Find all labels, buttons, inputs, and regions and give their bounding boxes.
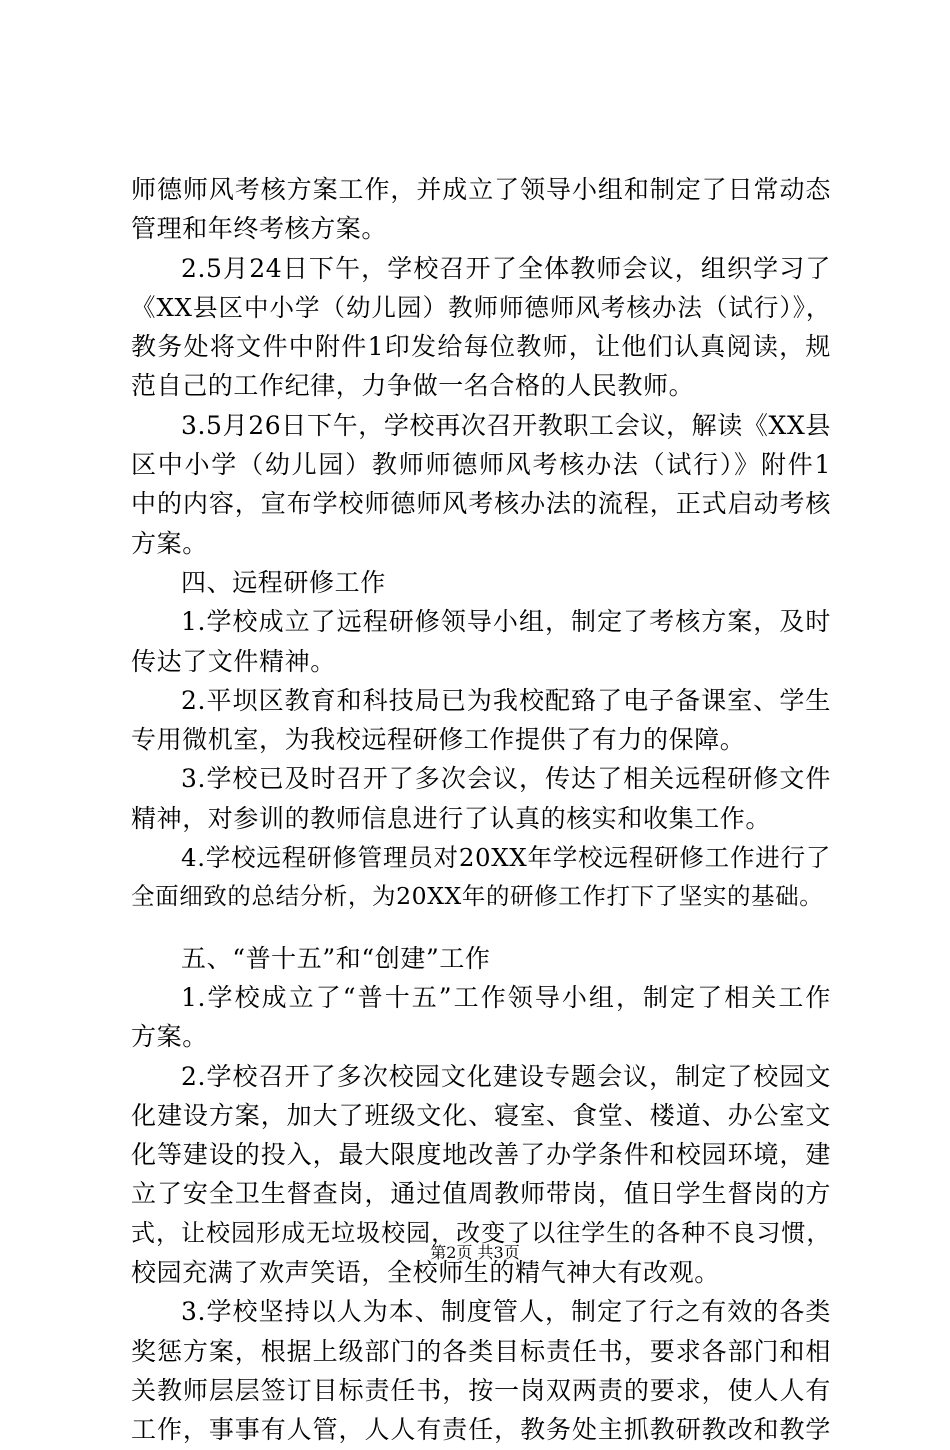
text-line: 中的内容，宣布学校师德师风考核办法的流程，正式启动考核 [131,489,831,519]
text-line: 式，让校园形成无垃圾校园，改变了以往学生的各种不良习惯， [131,1218,831,1247]
text-line: 全面细致的总结分析，为20XX年的研修工作打下了坚实的基础。 [131,882,824,911]
text-line: 3.学校坚持以人为本、制度管人，制定了行之有效的各类 [181,1297,831,1327]
text-line: 师德师风考核方案工作，并成立了领导小组和制定了日常动态 [131,175,831,204]
text-line: 《XX县区中小学（幼儿园）教师师德师风考核办法（试行）》， [131,292,831,322]
text-line: 区中小学（幼儿园）教师师德师风考核办法（试行）》附件1 [131,450,831,480]
paragraph-gap [131,917,831,939]
text-line: 奖惩方案，根据上级部门的各类目标责任书，要求各部门和相 [131,1336,831,1366]
text-line: 专用微机室，为我校远程研修工作提供了有力的保障。 [131,725,746,755]
text-line: 管理和年终考核方案。 [131,214,388,244]
page-number-footer: 第2页 共3页 [430,1243,520,1262]
section-heading: 五、“普十五”和“创建”工作 [181,943,491,973]
text-line: 化等建设的投入，最大限度地改善了办学条件和校园环境，建 [131,1140,831,1170]
text-line: 4.学校远程研修管理员对20XX年学校远程研修工作进行了 [181,843,831,873]
text-line: 2.平坝区教育和科技局已为我校配臵了电子备课室、学生 [181,685,831,715]
text-line: 方案。 [131,528,208,558]
text-line: 校园充满了欢声笑语，全校师生的精气神大有改观。 [131,1258,720,1288]
text-line: 范自己的工作纪律，力争做一名合格的人民教师。 [131,371,695,401]
text-line: 化建设方案，加大了班级文化、寝室、食堂、楼道、办公室文 [131,1100,831,1130]
text-line: 工作，事事有人管，人人有责任，教务处主抓教研教改和教学 [131,1415,831,1445]
text-line: 3.学校已及时召开了多次会议，传达了相关远程研修文件 [181,764,831,794]
text-line: 传达了文件精神。 [131,646,336,676]
text-line: 1.学校成立了“普十五”工作领导小组，制定了相关工作 [181,982,831,1012]
text-line: 教务处将文件中附件1印发给每位教师，让他们认真阅读，规 [131,332,831,362]
text-line: 2.5月24日下午，学校召开了全体教师会议，组织学习了 [181,253,831,283]
text-line: 方案。 [131,1022,208,1052]
text-line: 关教师层层签订目标责任书，按一岗双两责的要求，使人人有 [131,1375,831,1405]
section-heading: 四、远程研修工作 [181,567,386,597]
text-line: 立了安全卫生督查岗，通过值周教师带岗，值日学生督岗的方 [131,1179,831,1209]
text-line: 精神，对参训的教师信息进行了认真的核实和收集工作。 [131,803,772,833]
text-line: 1.学校成立了远程研修领导小组，制定了考核方案，及时 [181,607,831,637]
text-line: 2.学校召开了多次校园文化建设专题会议，制定了校园文 [181,1061,831,1091]
text-line: 3.5月26日下午，学校再次召开教职工会议，解读《XX县 [181,410,831,440]
